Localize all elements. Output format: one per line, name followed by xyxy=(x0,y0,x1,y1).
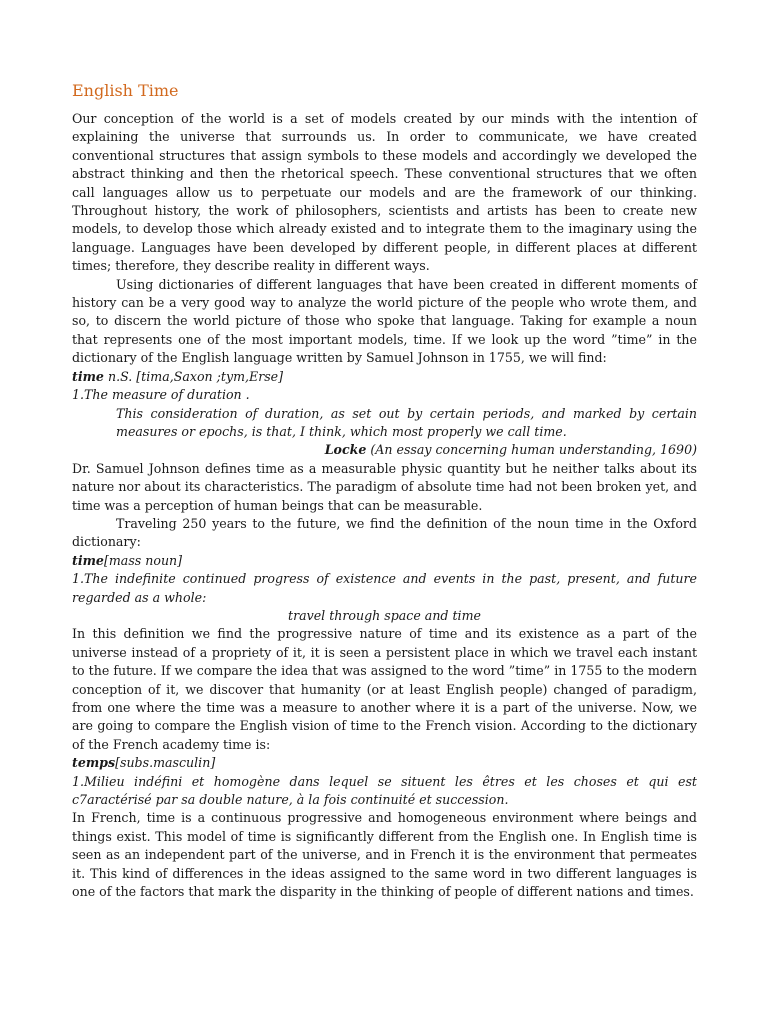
french-grammar: [subs.masculin] xyxy=(115,755,216,771)
johnson-grammar: n.S. [tima,Saxon ;tym,Erse] xyxy=(103,368,284,384)
johnson-quote: This consideration of duration, as set out by certain periods, and marked by certain measures or epochs, is that, I think, which most properly we call time. xyxy=(116,405,697,439)
paragraph-conclusion: In French, time is a continuous progressive and homogeneous environment where beings and things exist. This model of time is significantly different from the English one. In English time is seen as an independent part of the universe, and in French it is the environment that permeates it. This kind of differences in the ideas assigned to the same word in two different languages is one of the factors that mark the disparity in the thinking of people of different nations and times. xyxy=(72,810,697,900)
citation-author: Locke xyxy=(324,442,367,458)
johnson-sense: 1.The measure of duration . xyxy=(72,387,250,403)
johnson-citation xyxy=(72,441,697,459)
french-sense: 1.Milieu indéfini et homogène dans lequel se situent les êtres et les choses et qui est c7aractérisé par sa double nature, à la fois continuité et succession. xyxy=(72,773,697,808)
johnson-headword: time xyxy=(72,368,104,384)
paragraph-intro: Our conception of the world is a set of models created by our minds with the intention of explaining the universe that surrounds us. In order to communicate, we have created conventional structures that assign symbols to these models and accordingly we developed the abstract thinking and then the rhetorical speech. These conventional structures that we often call languages allow us to perpetuate our models and are the framework of our thinking. Throughout history, the work of philosophers, scientists and artists has been to create new models, to develop those which already existed and to integrate them to the imaginary using the language. Languages have been developed by different people, in different places at different times; therefore, they describe reality in different ways. xyxy=(72,111,697,274)
oxford-headword: time xyxy=(72,552,104,568)
oxford-sense: 1.The indefinite continued progress of existence and events in the past, present, and future regarded as a whole: xyxy=(72,571,697,605)
french-headword: temps xyxy=(72,755,116,771)
johnson-entry-head xyxy=(72,368,697,386)
citation-work: (An essay concerning human understanding, 1690) xyxy=(366,442,697,458)
paragraph-johnson-analysis: Dr. Samuel Johnson defines time as a measurable physic quantity but he neither talks about its nature nor about its characteristics. The paradigm of absolute time had not been broken yet, and time was a perception of human beings that can be measurable. xyxy=(72,460,697,513)
oxford-grammar: [mass noun] xyxy=(103,552,183,568)
french-entry-head xyxy=(72,754,697,772)
oxford-example: travel through space and time xyxy=(288,607,481,623)
paragraph-oxford-analysis: In this definition we find the progressive nature of time and its existence as a part of the universe instead of a propriety of it, it is seen a persistent place in which we travel each instant to the future. If we compare the idea that was assigned to the word ”time” in 1755 to the modern conception of it, we discover that humanity (or at least English people) changed of paradigm, from one where the time was a measure to another where it is a part of the universe. Now, we are going to compare the English vision of time to the French vision. According to the dictionary of the French academy time is: xyxy=(72,626,697,752)
paragraph-oxford-intro: Traveling 250 years to the future, we find the definition of the noun time in the Oxford dictionary: xyxy=(72,515,697,550)
paragraph-dictionaries: Using dictionaries of different languages that have been created in different moments of history can be a very good way to analyze the world picture of the people who wrote them, and so, to discern the world picture of those who spoke that language. Taking for example a noun that represents one of the most important models, time. If we look up the word ”time” in the dictionary of the English language written by Samuel Johnson in 1755, we will find: xyxy=(72,276,697,366)
document-page xyxy=(72,80,697,901)
page-title: English Time xyxy=(72,81,179,100)
oxford-entry-head xyxy=(72,552,697,570)
